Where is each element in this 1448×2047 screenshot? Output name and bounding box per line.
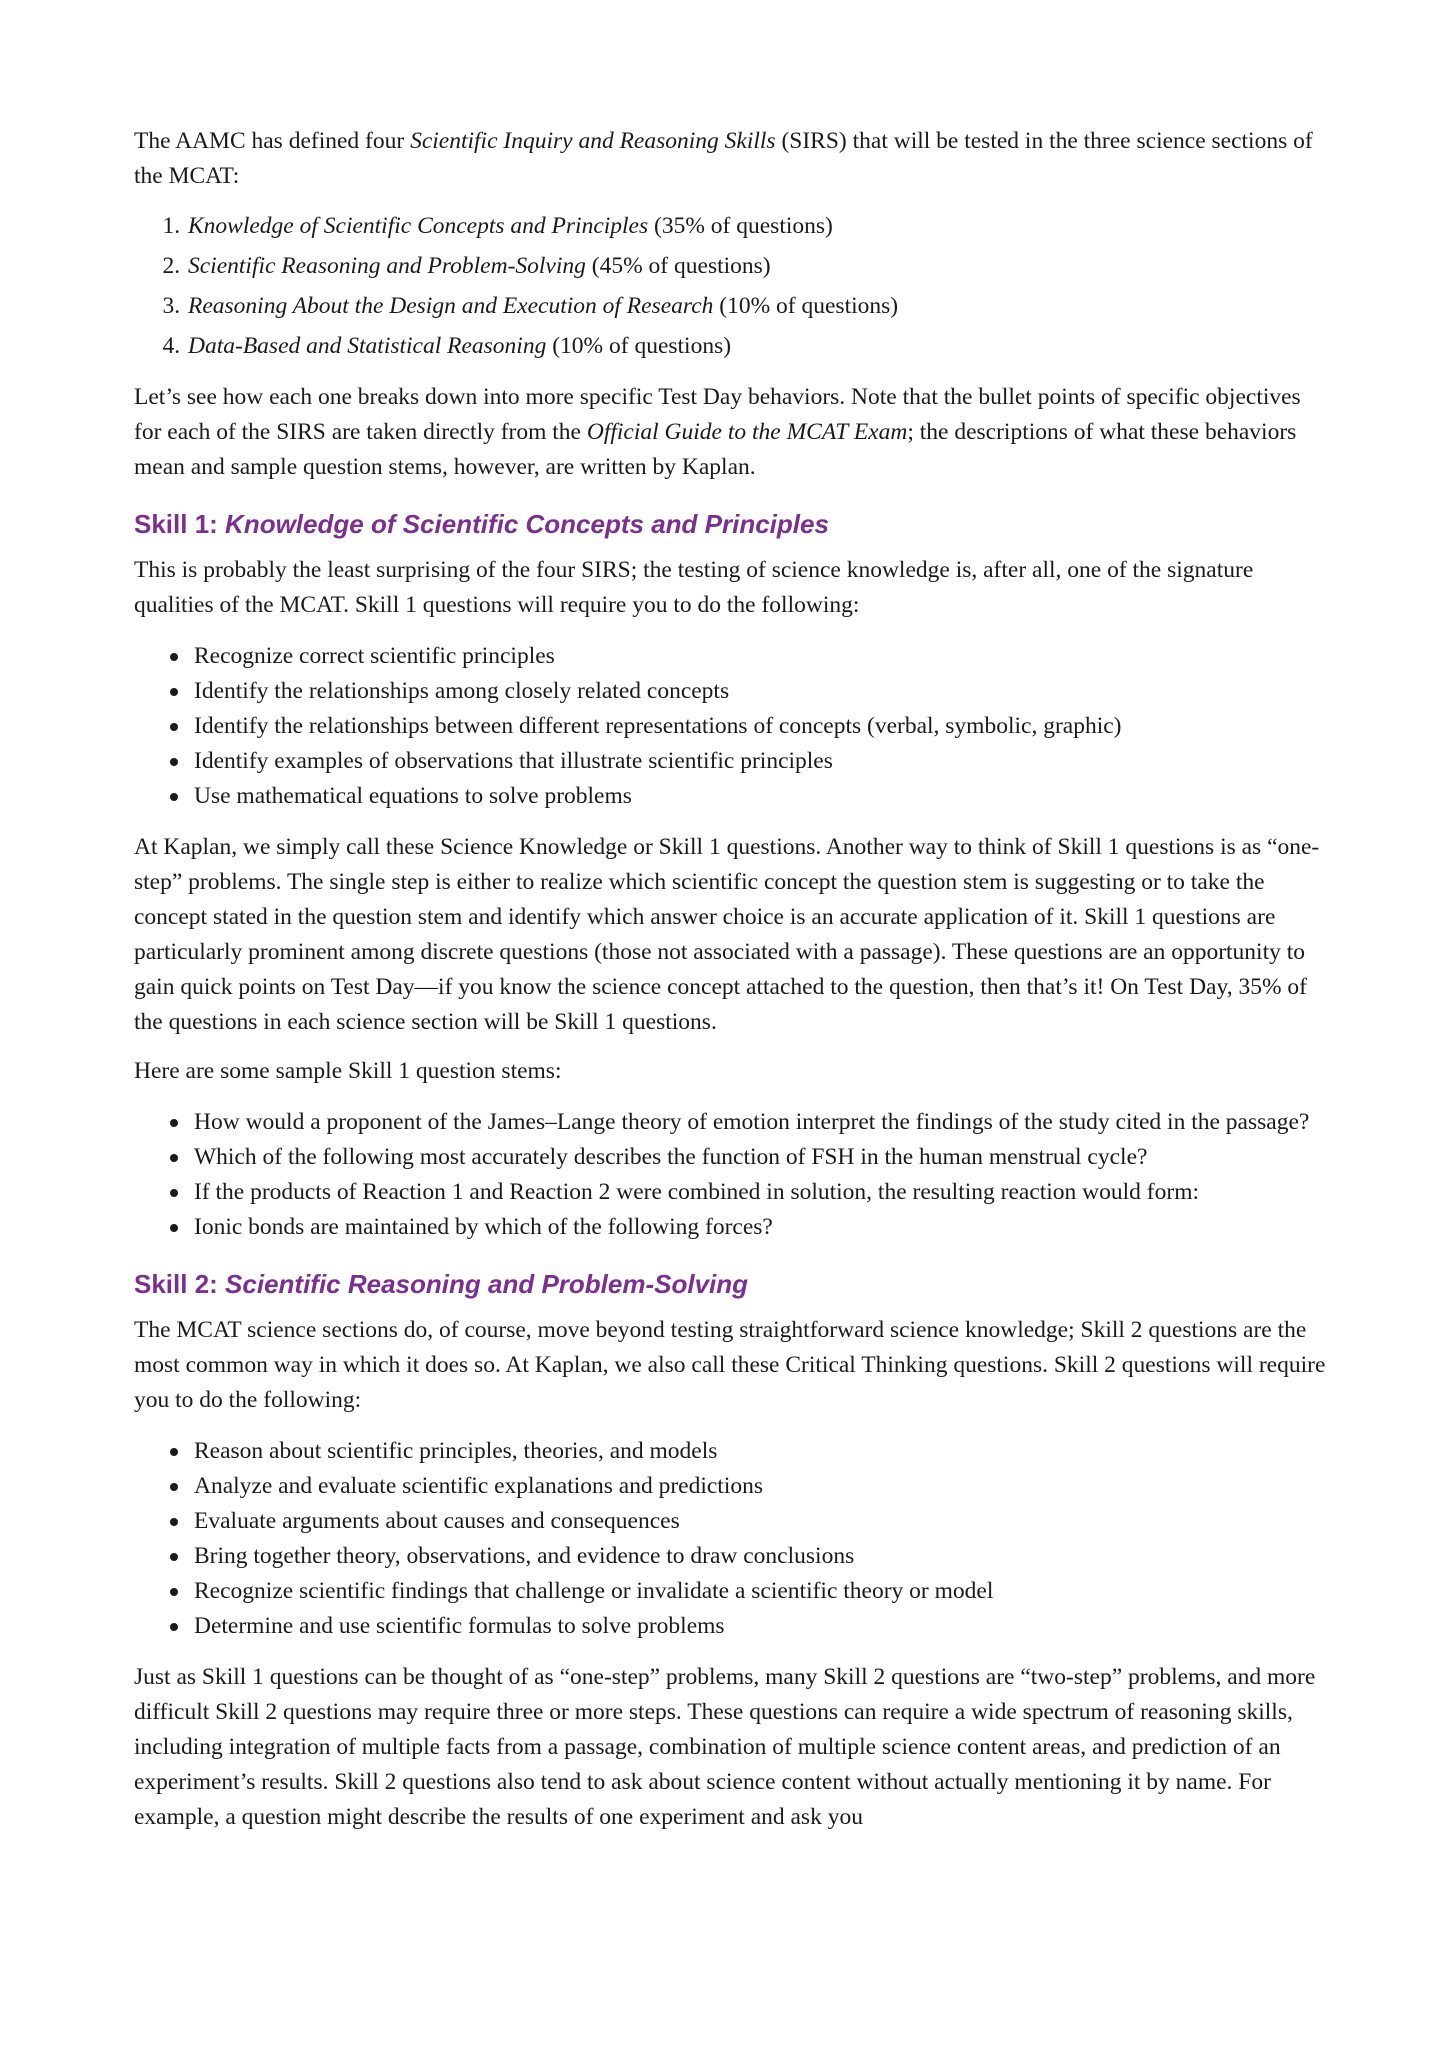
list-item: Ionic bonds are maintained by which of the following forces? <box>194 1210 1328 1245</box>
list-item: Recognize scientific findings that challenge or invalidate a scientific theory or model <box>194 1574 1328 1609</box>
skill1-objectives <box>134 639 1328 814</box>
list-item: 4. Data-Based and Statistical Reasoning (10% of questions) <box>186 326 1328 366</box>
list-item: Recognize correct scientific principles <box>194 639 1328 674</box>
list-item: How would a proponent of the James–Lange theory of emotion interpret the findings of the study cited in the passage? <box>194 1105 1328 1140</box>
list-item: Evaluate arguments about causes and consequences <box>194 1504 1328 1539</box>
skill1-heading: Skill 1: Knowledge of Scientific Concepts and Principles <box>134 509 829 539</box>
list-item: 3. Reasoning About the Design and Execution of Research (10% of questions) <box>186 286 1328 326</box>
list-item: Identify examples of observations that illustrate scientific principles <box>194 744 1328 779</box>
sirs-list <box>134 206 1328 366</box>
skill1-description: At Kaplan, we simply call these Science Knowledge or Skill 1 questions. Another way to think of Skill 1 questions is as “one-step” problems. The single step is either to realize which scientific concept the question stem is suggesting or to take the concept stated in the question stem and identify which answer choice is an accurate application of it. Skill 1 questions are particularly prominent among discrete questions (those not associated with a passage). These questions are an opportunity to gain quick points on Test Day—if you know the science concept attached to the question, then that’s it! On Test Day, 35% of the questions in each science section will be Skill 1 questions. <box>134 834 1320 1035</box>
list-item: If the products of Reaction 1 and Reaction 2 were combined in solution, the resulting reaction would form: <box>194 1175 1328 1210</box>
list-item: Use mathematical equations to solve problems <box>194 779 1328 814</box>
list-item: Determine and use scientific formulas to solve problems <box>194 1609 1328 1644</box>
skill2-objectives <box>134 1434 1328 1644</box>
list-item: Bring together theory, observations, and evidence to draw conclusions <box>194 1539 1328 1574</box>
list-item: Analyze and evaluate scientific explanations and predictions <box>194 1469 1328 1504</box>
sirs-term: Scientific Inquiry and Reasoning Skills <box>410 128 776 154</box>
overview-paragraph: Let’s see how each one breaks down into more specific Test Day behaviors. Note that the bullet points of specific objectives for each of the SIRS are taken directly from the Official Guide to the MCAT Exam; the descriptions of what these behaviors mean and sample question stems, however, are written by Kaplan. <box>134 384 1301 480</box>
list-item: 1. Knowledge of Scientific Concepts and Principles (35% of questions) <box>186 206 1328 246</box>
skill1-stems-intro: Here are some sample Skill 1 question stems: <box>134 1058 562 1084</box>
skill1-stems <box>134 1105 1328 1245</box>
skill2-intro: The MCAT science sections do, of course, move beyond testing straightforward science knowledge; Skill 2 questions are the most common way in which it does so. At Kaplan, we also call these Critical Thinking questions. Skill 2 questions will require you to do the following: <box>134 1317 1326 1413</box>
intro-paragraph: The AAMC has defined four Scientific Inquiry and Reasoning Skills (SIRS) that will be tested in the three science sections of the MCAT: <box>134 128 1313 189</box>
list-item: Identify the relationships among closely related concepts <box>194 674 1328 709</box>
list-item: Which of the following most accurately describes the function of FSH in the human menstrual cycle? <box>194 1140 1328 1175</box>
list-item: Reason about scientific principles, theories, and models <box>194 1434 1328 1469</box>
skill1-intro: This is probably the least surprising of the four SIRS; the testing of science knowledge is, after all, one of the signature qualities of the MCAT. Skill 1 questions will require you to do the following: <box>134 557 1254 618</box>
skill2-heading: Skill 2: Scientific Reasoning and Problem-Solving <box>134 1269 749 1299</box>
guide-title: Official Guide to the MCAT Exam <box>586 419 908 445</box>
skill2-description: Just as Skill 1 questions can be thought of as “one-step” problems, many Skill 2 questions are “two-step” problems, and more difficult Skill 2 questions may require three or more steps. These questions can require a wide spectrum of reasoning skills, including integration of multiple facts from a passage, combination of multiple science content areas, and prediction of an experiment’s results. Skill 2 questions also tend to ask about science content without actually mentioning it by name. For example, a question might describe the results of one experiment and ask you <box>134 1664 1316 1830</box>
list-item: 2. Scientific Reasoning and Problem-Solving (45% of questions) <box>186 246 1328 286</box>
list-item: Identify the relationships between different representations of concepts (verbal, symbolic, graphic) <box>194 709 1328 744</box>
